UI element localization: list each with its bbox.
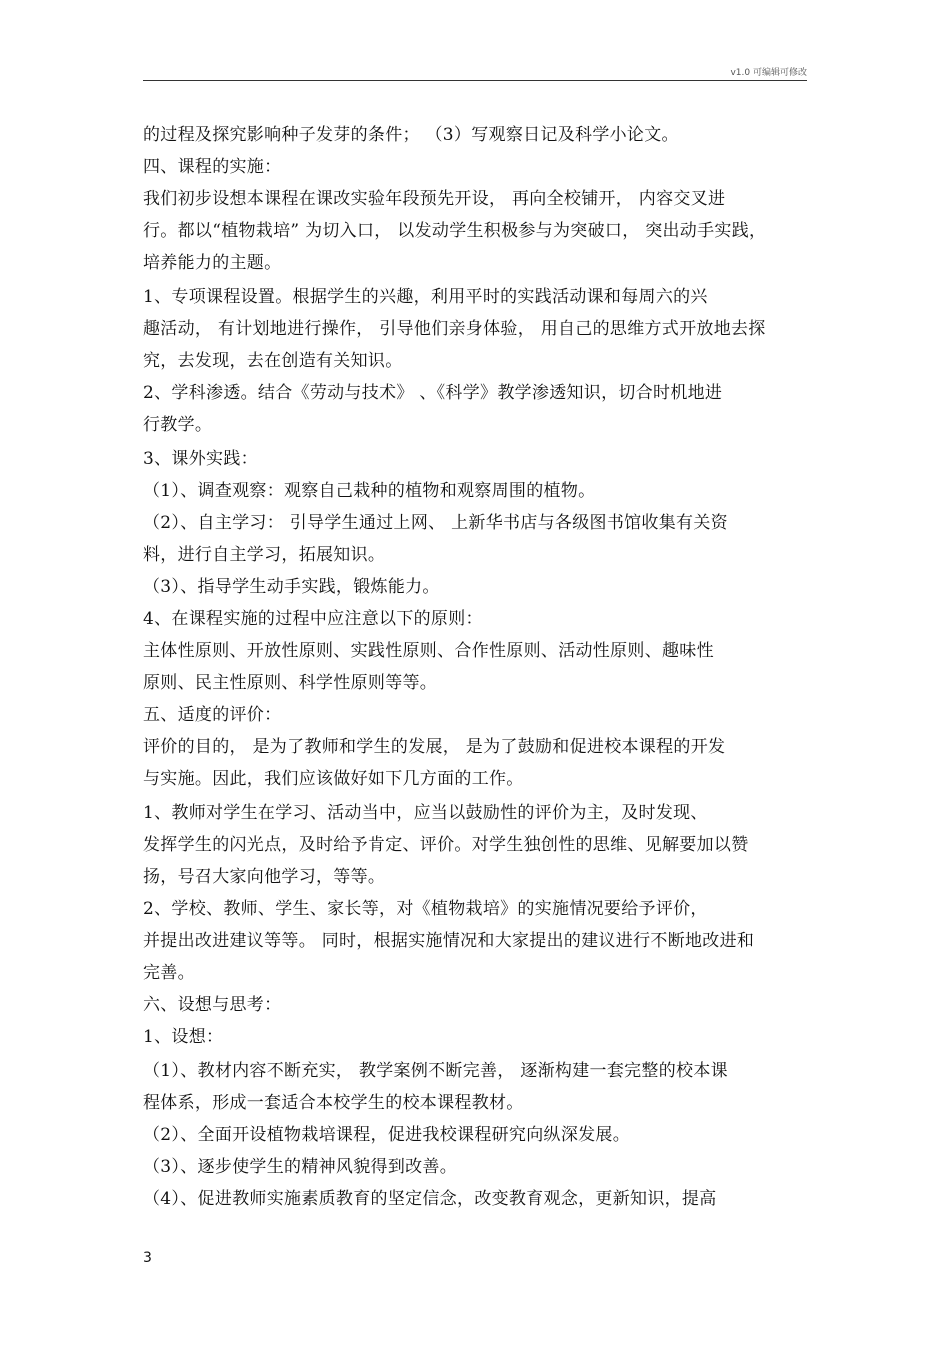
text-line: （3）、指导学生动手实践，锻炼能力。 bbox=[143, 577, 440, 597]
text-line: （2）、自主学习： 引导学生通过上网、 上新华书店与各级图书馆收集有关资 bbox=[143, 513, 728, 533]
text-line: 2、学科渗透。结合《劳动与技术》 、《科学》教学渗透知识，切合时机地进 bbox=[143, 383, 723, 403]
text-line: 扬，号召大家向他学习，等等。 bbox=[143, 867, 386, 887]
text-line: 的过程及探究影响种子发芽的条件； （3）写观察日记及科学小论文。 bbox=[143, 125, 679, 145]
text-line: 六、设想与思考： bbox=[143, 995, 282, 1015]
text-line: 五、适度的评价： bbox=[143, 705, 282, 725]
text-line: 行。都以“植物栽培” 为切入口， 以发动学生积极参与为突破口， 突出动手实践， bbox=[143, 221, 767, 241]
text-line: 与实施。因此，我们应该做好如下几方面的工作。 bbox=[143, 769, 524, 789]
page-number: 3 bbox=[143, 1250, 152, 1266]
text-line: 2、学校、教师、学生、家长等，对《植物栽培》的实施情况要给予评价， bbox=[143, 899, 708, 919]
text-line: 行教学。 bbox=[143, 415, 213, 435]
text-line: 程体系，形成一套适合本校学生的校本课程教材。 bbox=[143, 1093, 524, 1113]
text-line: 趣活动， 有计划地进行操作， 引导他们亲身体验， 用自己的思维方式开放地去探 bbox=[143, 319, 766, 339]
text-line: 评价的目的， 是为了教师和学生的发展， 是为了鼓励和促进校本课程的开发 bbox=[143, 737, 726, 757]
text-line: 并提出改进建议等等。 同时，根据实施情况和大家提出的建议进行不断地改进和 bbox=[143, 931, 755, 951]
text-line: 完善。 bbox=[143, 963, 195, 983]
text-line: 究，去发现，去在创造有关知识。 bbox=[143, 351, 403, 371]
text-line: （1）、调查观察：观察自己栽种的植物和观察周围的植物。 bbox=[143, 481, 596, 501]
text-line: 主体性原则、开放性原则、实践性原则、合作性原则、活动性原则、趣味性 bbox=[143, 641, 714, 661]
text-line: 1、教师对学生在学习、活动当中，应当以鼓励性的评价为主，及时发现、 bbox=[143, 803, 708, 823]
text-line: 我们初步设想本课程在课改实验年段预先开设， 再向全校铺开， 内容交叉进 bbox=[143, 189, 726, 209]
text-line: 1、设想： bbox=[143, 1027, 224, 1047]
text-line: 料，进行自主学习，拓展知识。 bbox=[143, 545, 386, 565]
text-line: 培养能力的主题。 bbox=[143, 253, 282, 273]
text-line: 四、课程的实施： bbox=[143, 157, 282, 177]
text-line: 原则、民主性原则、科学性原则等等。 bbox=[143, 673, 438, 693]
text-line: （1）、教材内容不断充实， 教学案例不断完善， 逐渐构建一套完整的校本课 bbox=[143, 1061, 728, 1081]
header-version-label: v1.0 可编辑可修改 bbox=[730, 68, 807, 78]
text-line: 3、课外实践： bbox=[143, 449, 258, 469]
text-line: （4）、促进教师实施素质教育的坚定信念，改变教育观念，更新知识，提高 bbox=[143, 1189, 717, 1209]
header-rule bbox=[143, 80, 807, 81]
text-line: （3）、逐步使学生的精神风貌得到改善。 bbox=[143, 1157, 458, 1177]
text-line: 1、专项课程设置。根据学生的兴趣，利用平时的实践活动课和每周六的兴 bbox=[143, 287, 708, 307]
text-line: 发挥学生的闪光点，及时给予肯定、评价。对学生独创性的思维、见解要加以赞 bbox=[143, 835, 749, 855]
text-line: （2）、全面开设植物栽培课程，促进我校课程研究向纵深发展。 bbox=[143, 1125, 631, 1145]
text-line: 4、在课程实施的过程中应注意以下的原则： bbox=[143, 609, 483, 629]
